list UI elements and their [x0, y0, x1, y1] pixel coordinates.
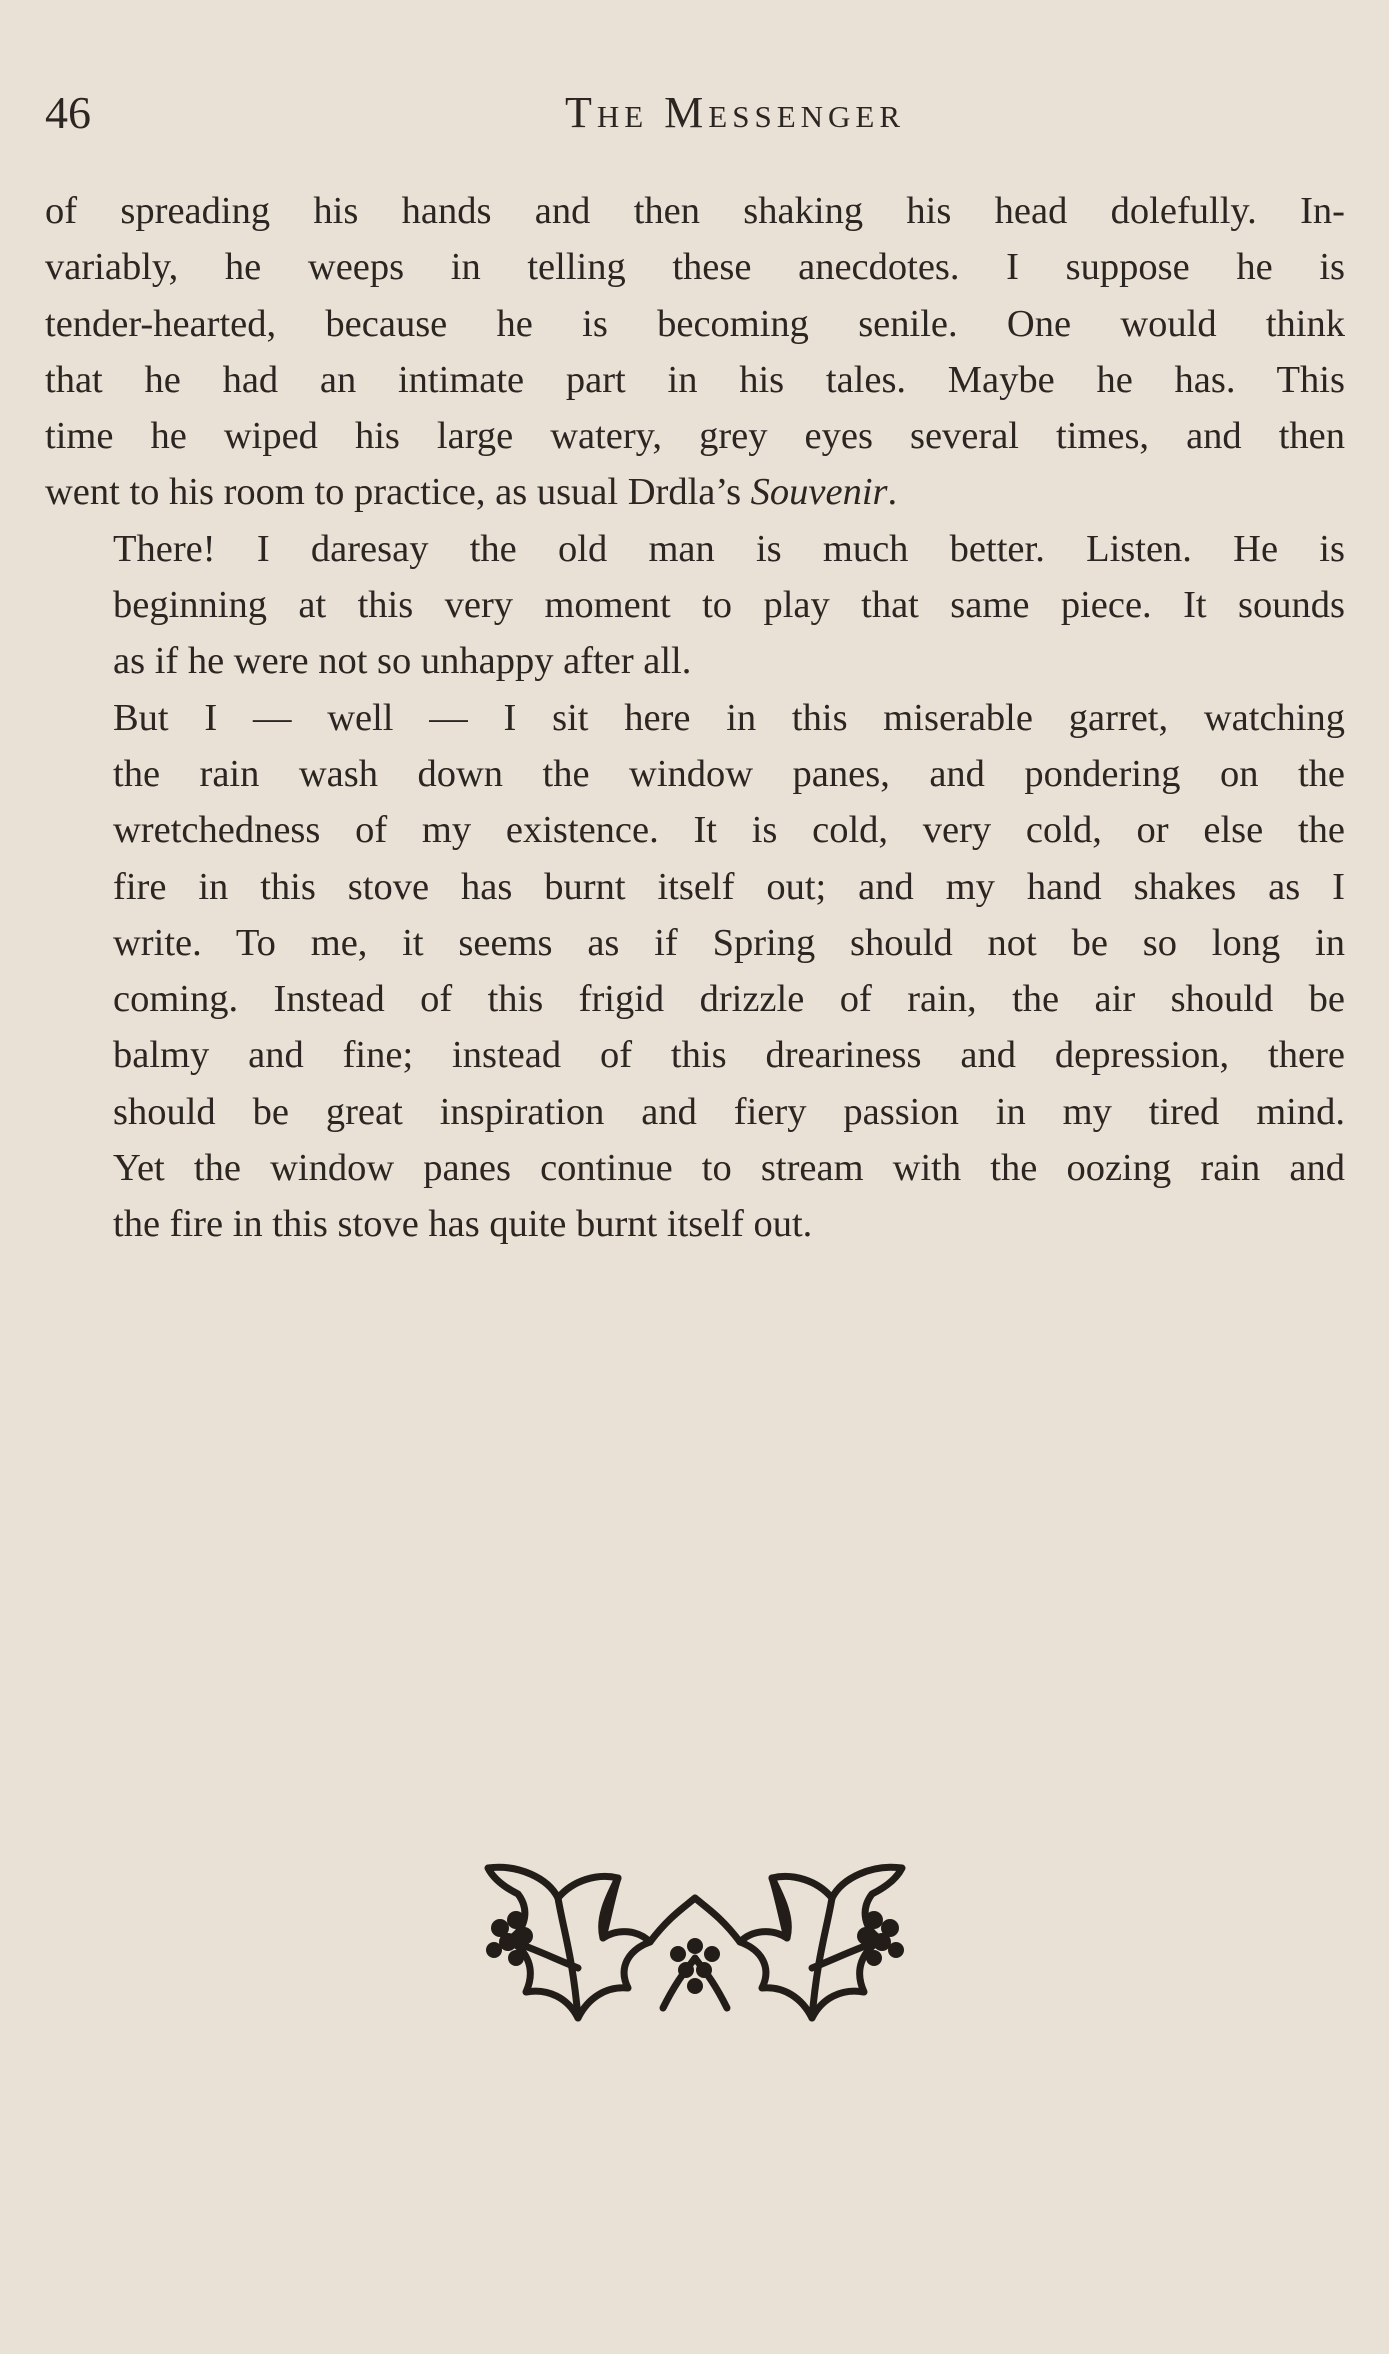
running-title: The Messenger — [564, 88, 906, 137]
text-line: balmy and fine; instead of this dreariness and depression, there — [113, 1034, 1345, 1077]
text-line: as if he were not so unhappy after all. — [113, 640, 692, 683]
text-line: the rain wash down the window panes, and pondering on the — [113, 752, 1345, 795]
italic-title: Souvenir — [750, 471, 888, 514]
text-line: that he had an intimate part in his tales. Maybe he has. This — [45, 358, 1345, 401]
paragraph-2 — [45, 521, 1345, 690]
text-line: wretchedness of my existence. It is cold, very cold, or else the — [113, 809, 1345, 852]
body-text — [45, 183, 1345, 1253]
text-line: fire in this stove has burnt itself out; and my hand shakes as I — [113, 865, 1345, 908]
text-run: went to his room to practice, as usual Drdla’s — [45, 471, 751, 514]
text-line: But I — well — I sit here in this miserable garret, watching — [113, 696, 1345, 739]
text-line: Yet the window panes continue to stream with the oozing rain and — [113, 1147, 1345, 1190]
page-number: 46 — [45, 87, 91, 138]
text-line — [45, 464, 1345, 520]
text-line: variably, he weeps in telling these anecdotes. I suppose he is — [45, 246, 1345, 289]
text-line: beginning at this very moment to play that same piece. It sounds — [113, 584, 1345, 627]
text-line: There! I daresay the old man is much better. Listen. He is — [113, 527, 1345, 570]
text-run: . — [887, 471, 898, 514]
grapevine-leaves-ornament-icon — [478, 1858, 912, 2026]
text-line: of spreading his hands and then shaking his head dolefully. In- — [45, 190, 1345, 232]
text-line: the fire in this stove has quite burnt itself out. — [113, 1203, 813, 1246]
paragraph-1 — [45, 183, 1345, 521]
text-line: time he wiped his large watery, grey eyes several times, and then — [45, 415, 1345, 458]
paragraph-3 — [45, 690, 1345, 1253]
text-line: coming. Instead of this frigid drizzle of rain, the air should be — [113, 978, 1345, 1021]
text-line: should be great inspiration and fiery passion in my tired mind. — [113, 1090, 1345, 1133]
text-line: write. To me, it seems as if Spring should not be so long in — [113, 921, 1345, 964]
text-line: tender-hearted, because he is becoming senile. One would think — [45, 302, 1345, 345]
running-head — [45, 78, 1345, 148]
